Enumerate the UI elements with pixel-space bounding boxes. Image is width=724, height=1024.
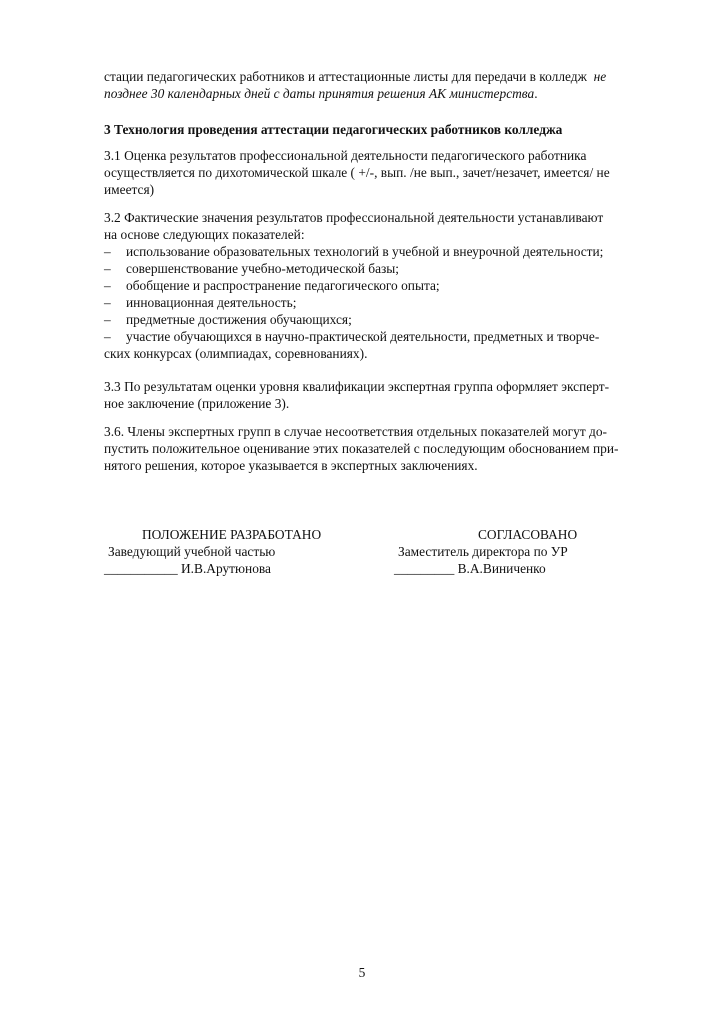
dash-marker: – [104,278,111,293]
paragraph-3-6 [104,423,674,474]
bullet-item [104,328,674,345]
bullet-text: использование образовательных технологий в учебной и внеурочной деятельности; [126,244,604,259]
intro-line-2-italic: позднее 30 календарных дней с даты принятия решения АК министерства [104,86,535,101]
intro-line-2 [104,85,674,102]
p32-line: на основе следующих показателей: [104,227,305,242]
p32-line: 3.2 Фактические значения результатов профессиональной деятельности устанавливают [104,210,604,225]
bullet-continuation: ских конкурсах (олимпиадах, соревнованиях). [104,346,368,361]
bullet-item [104,311,674,328]
section-heading: 3 Технология проведения аттестации педагогических работников колледжа [104,122,563,137]
bullet-item [104,294,674,311]
paragraph-3-3 [104,378,674,412]
right-signature-title: СОГЛАСОВАНО [478,527,578,542]
left-signature-title: ПОЛОЖЕНИЕ РАЗРАБОТАНО [142,527,322,542]
p33-line: 3.3 По результатам оценки уровня квалификации экспертная группа оформляет эксперт- [104,379,610,394]
dash-marker: – [104,295,111,310]
intro-paragraph [104,68,674,102]
p33-line: ное заключение (приложение 3). [104,396,290,411]
p36-line: пустить положительное оценивание этих показателей с последующим обоснованием при- [104,441,619,456]
bullet-text: участие обучающихся в научно-практической деятельности, предметных и творче- [126,329,600,344]
p36-line: 3.6. Члены экспертных групп в случае несоответствия отдельных показателей могут до- [104,424,608,439]
bullet-text: обобщение и распространение педагогического опыта; [126,278,440,293]
p36-line: нятого решения, которое указывается в экспертных заключениях. [104,458,478,473]
intro-line-1-text: стации педагогических работников и аттестационные листы для передачи в колледж [104,69,587,84]
paragraph-3-1 [104,147,674,198]
bullet-text: инновационная деятельность; [126,295,297,310]
intro-line-1 [104,68,674,85]
paragraph-3-2 [104,209,674,362]
right-signature-role: Заместитель директора по УР [398,544,568,559]
p31-line: осуществляется по дихотомической шкале ( +/-, вып. /не вып., зачет/незачет, имеется/ не [104,165,610,180]
bullet-item [104,277,674,294]
bullet-item [104,243,674,260]
p31-line: имеется) [104,182,155,197]
right-signature-line: _________ В.А.Виниченко [394,561,546,576]
dash-marker: – [104,244,111,259]
left-signature-role: Заведующий учебной частью [108,544,276,559]
dash-marker: – [104,312,111,327]
dash-marker: – [104,329,111,344]
bullet-text: предметные достижения обучающихся; [126,312,352,327]
bullet-item [104,260,674,277]
intro-line-1-italic: не [593,69,607,84]
left-signature-line: ___________ И.В.Арутюнова [104,561,271,576]
bullet-text: совершенствование учебно-методической базы; [126,261,400,276]
page-number: 5 [358,965,366,980]
intro-line-2-end: . [534,86,538,101]
dash-marker: – [104,261,111,276]
p31-line: 3.1 Оценка результатов профессиональной деятельности педагогического работника [104,148,587,163]
